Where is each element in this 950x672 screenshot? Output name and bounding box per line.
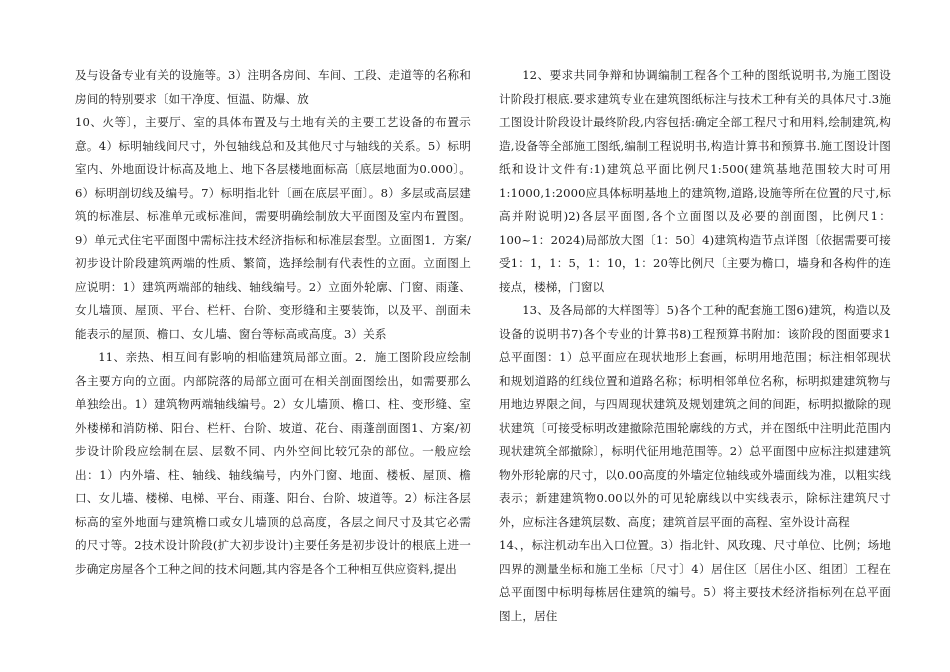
left-text-column [75, 64, 471, 581]
right-paragraph-13: 13、及各局部的大样图等〕5)各个工种的配套施工图6)建筑，构造以及设备的说明书7)各个专业的计算书8)工程预算书附加：该阶段的图面要求1总平面图：1）总平面应在现状地形上套画，标明用地范围；标注相邻现状和规划道路的红线位置和道路名称；标明相邻单位名称，标明拟建建筑物与用地边界限之间，与四周现状建筑及规划建筑之间的间距，标明拟撤除的现状建筑〔可接受标明改建撤除范围轮廓线的方式，并在图纸中注明此范围内现状建筑全部撤除〕，标明代征用地范围等。2）总平面图中应标注拟建建筑物外形轮廓的尺寸，以0.00高度的外墙定位轴线或外墙面线为准，以粗实线表示；新建建筑物0.00以外的可见轮廓线以中实线表示，除标注建筑尺寸外，应标注各建筑层数、高度；建筑首层平面的高程、室外设计高程 [499, 303, 891, 529]
right-paragraph-14: 14、，标注机动车出入口位置。3）指北针、风玫瑰、尺寸单位、比例；场地四界的测量坐标和施工坐标〔尺寸〕4）居住区〔居住小区、组团〕工程在总平面图中标明每栋居住建筑的编号。5）将主要技术经济指标列在总平面图上，居住 [499, 538, 891, 623]
left-paragraph-11: 11、亲热、相互间有影响的相临建筑局部立面。2．施工图阶段应绘制各主要方向的立面。内部院落的局部立面可在相关剖面图绘出，如需要那么单独绘出。1）建筑物两端轴线编号。2）女儿墙顶、檐口、柱、变形缝、室外楼梯和消防梯、阳台、栏杆、台阶、坡道、花台、雨蓬剖面图1、方案/初步设计阶段应绘制在层、层数不同、内外空间比较冗杂的部位。一般应绘出：1）内外墙、柱、轴线、轴线编号，内外门窗、地面、楼板、屋顶、檐口、女儿墙、楼梯、电梯、平台、雨蓬、阳台、台阶、坡道等。2）标注各层标高的室外地面与建筑檐口或女儿墙顶的总高度，各层之间尺寸及其它必需的尺寸等。2技术设计阶段(扩大初步设计)主要任务是初步设计的根底上进一步确定房屋各个工种之间的技术问题,其内容是各个工种相互供应资料,提出 [75, 350, 471, 576]
right-paragraph-12: 12、要求共同争辩和协调编制工程各个工种的图纸说明书,为施工图设计阶段打根底.要求建筑专业在建筑图纸标注与技术工种有关的具体尺寸.3施工图设计阶段设计最终阶段,内容包括:确定全部工程尺寸和用料,绘制建筑,构造,设备等全部施工图纸,编制工程说明书,构造计算书和预算书.施工图设计图纸和设计文件有:1)建筑总平面比例尺1:500(建筑基地范围较大时可用1:1000,1:2000应具体标明基地上的建筑物,道路,设施等所在位置的尺寸,标高并附说明)2)各层平面图,各个立面图以及必要的剖面图，比例尺1：100~1：2024)局部放大图〔1：50〕4)建筑构造节点详图〔依据需要可接受1：1，1：5，1：10，1：20等比例尺〔主要为檐口，墙身和各构件的连接点，楼梯，门窗以 [499, 68, 891, 294]
right-text-column [499, 64, 891, 628]
left-paragraph-10: 10、火等〕，主要厅、室的具体布置及与土地有关的主要工艺设备的布置示意。4）标明轴线间尺寸，外包轴线总和及其他尺寸与轴线的关系。5）标明室内、外地面设计标高及地上、地下各层楼地面标高〔底层地面为0.000〕。6）标明剖切线及编号。7）标明指北针〔画在底层平面〕。8）多层或高层建筑的标准层、标准单元或标准间，需要明确绘制放大平面图及室内布置图。9）单元式住宅平面图中需标注技术经济指标和标准层套型。立面图1．方案/初步设计阶段建筑两端的性质、繁简，选择绘制有代表性的立面。立面图上应说明：1）建筑两端部的轴线、轴线编号。2）立面外轮廓、门窗、雨蓬、女儿墙顶、屋顶、平台、栏杆、台阶、变形缝和主要装饰，以及平、剖面未能表示的屋顶、檐口、女儿墙、窗台等标高或高度。3）关系 [75, 115, 471, 341]
left-paragraph-continued: 及与设备专业有关的设施等。3）注明各房间、车间、工段、走道等的名称和房间的特别要求〔如干净度、恒温、防爆、放 [75, 68, 471, 106]
